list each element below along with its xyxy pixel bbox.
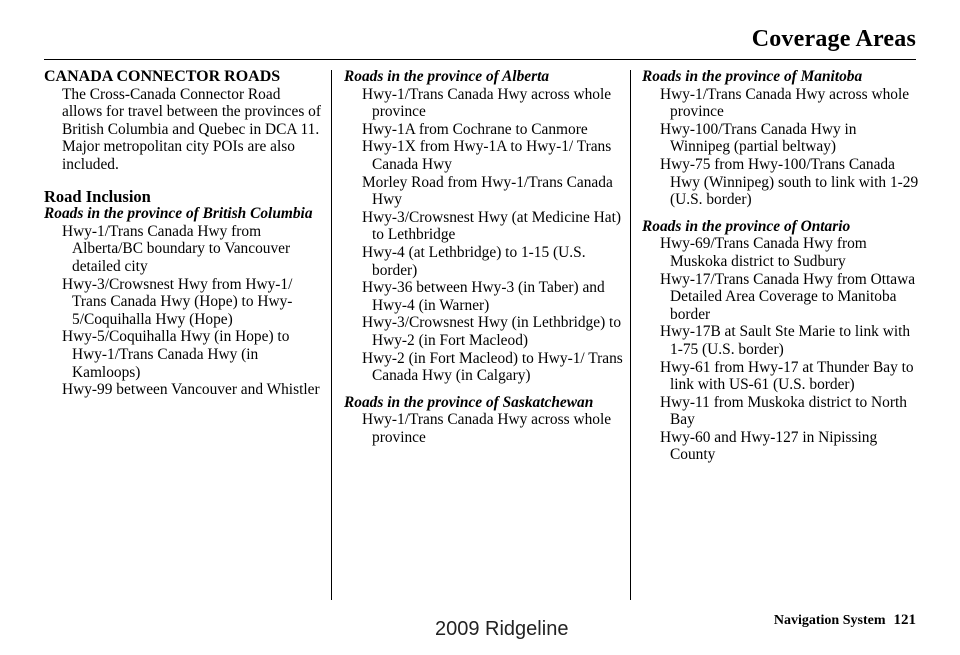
road-list-alberta xyxy=(344,86,624,385)
page-number: 121 xyxy=(893,612,916,628)
road-item: Hwy-1A from Cochrane to Canmore xyxy=(362,120,588,138)
province-heading-alberta: Roads in the province of Alberta xyxy=(344,68,550,85)
column-divider xyxy=(331,70,332,600)
road-item: Hwy-17/Trans Canada Hwy from Ottawa Detailed Area Coverage to Manitoba border xyxy=(660,270,916,323)
column-2 xyxy=(344,68,624,455)
road-item: Hwy-3/Crowsnest Hwy from Hwy-1/ Trans Canada Hwy (Hope) to Hwy-5/Coquihalla Hwy (Hope) xyxy=(62,275,293,328)
province-heading-manitoba: Roads in the province of Manitoba xyxy=(642,68,863,85)
road-item: Hwy-3/Crowsnest Hwy (in Lethbridge) to Hwy-2 (in Fort Macleod) xyxy=(362,314,622,349)
road-item: Hwy-69/Trans Canada Hwy from Muskoka district to Sudbury xyxy=(660,235,867,270)
road-item: Hwy-1/Trans Canada Hwy across whole province xyxy=(362,411,612,446)
page-footer xyxy=(774,612,916,629)
road-item: Hwy-3/Crowsnest Hwy (at Medicine Hat) to Lethbridge xyxy=(362,208,622,244)
road-item: Hwy-61 from Hwy-17 at Thunder Bay to link with US-61 (U.S. border) xyxy=(660,358,914,394)
road-item: Hwy-99 between Vancouver and Whistler xyxy=(62,381,320,399)
road-list-ontario xyxy=(642,235,920,464)
road-item: Hwy-2 (in Fort Macleod) to Hwy-1/ Trans Canada Hwy (in Calgary) xyxy=(362,349,623,385)
road-item: Hwy-1/Trans Canada Hwy across whole province xyxy=(660,85,910,121)
header-rule xyxy=(44,59,916,60)
road-item: Hwy-4 (at Lethbridge) to 1-15 (U.S. border) xyxy=(362,243,586,279)
road-list-manitoba xyxy=(642,86,920,209)
road-item: Hwy-11 from Muskoka district to North Bay xyxy=(660,393,907,429)
province-heading-saskatchewan: Roads in the province of Saskatchewan xyxy=(344,393,594,411)
column-3 xyxy=(642,68,920,473)
road-item: Hwy-36 between Hwy-3 (in Taber) and Hwy-4 (in Warner) xyxy=(362,279,605,314)
road-item: Hwy-1/Trans Canada Hwy across whole province xyxy=(362,85,612,121)
road-item: Hwy-60 and Hwy-127 in Nipissing County xyxy=(660,428,878,464)
section-heading: CANADA CONNECTOR ROADS xyxy=(44,68,281,85)
column-divider xyxy=(630,70,631,600)
road-item: Hwy-5/Coquihalla Hwy (in Hope) to Hwy-1/Trans Canada Hwy (in Kamloops) xyxy=(62,328,290,381)
province-heading-ontario: Roads in the province of Ontario xyxy=(642,217,851,235)
road-item: Hwy-1X from Hwy-1A to Hwy-1/ Trans Canada Hwy xyxy=(362,138,612,173)
province-heading-british-columbia: Roads in the province of British Columbia xyxy=(44,205,313,223)
road-item: Hwy-1/Trans Canada Hwy from Alberta/BC boundary to Vancouver detailed city xyxy=(62,222,291,275)
road-inclusion-heading: Road Inclusion xyxy=(44,186,151,206)
road-item: Hwy-100/Trans Canada Hwy in Winnipeg (partial beltway) xyxy=(660,120,857,156)
intro-paragraph: The Cross-Canada Connector Road allows for travel between the provinces of British Columbia and Quebec in DCA 11. Major metropolitan city POIs are also included. xyxy=(62,85,321,173)
road-item: Hwy-75 from Hwy-100/Trans Canada Hwy (Winnipeg) south to link with 1-29 (U.S. border) xyxy=(660,155,919,209)
page-title: Coverage Areas xyxy=(751,26,916,52)
road-item: Morley Road from Hwy-1/Trans Canada Hwy xyxy=(362,173,613,209)
column-1 xyxy=(44,68,324,408)
road-list-british-columbia xyxy=(44,223,324,399)
road-item: Hwy-17B at Sault Ste Marie to link with 1-75 (U.S. border) xyxy=(660,323,911,358)
watermark: 2009 Ridgeline xyxy=(435,618,569,640)
footer-label: Navigation System xyxy=(773,613,886,628)
road-list-saskatchewan xyxy=(344,411,624,446)
